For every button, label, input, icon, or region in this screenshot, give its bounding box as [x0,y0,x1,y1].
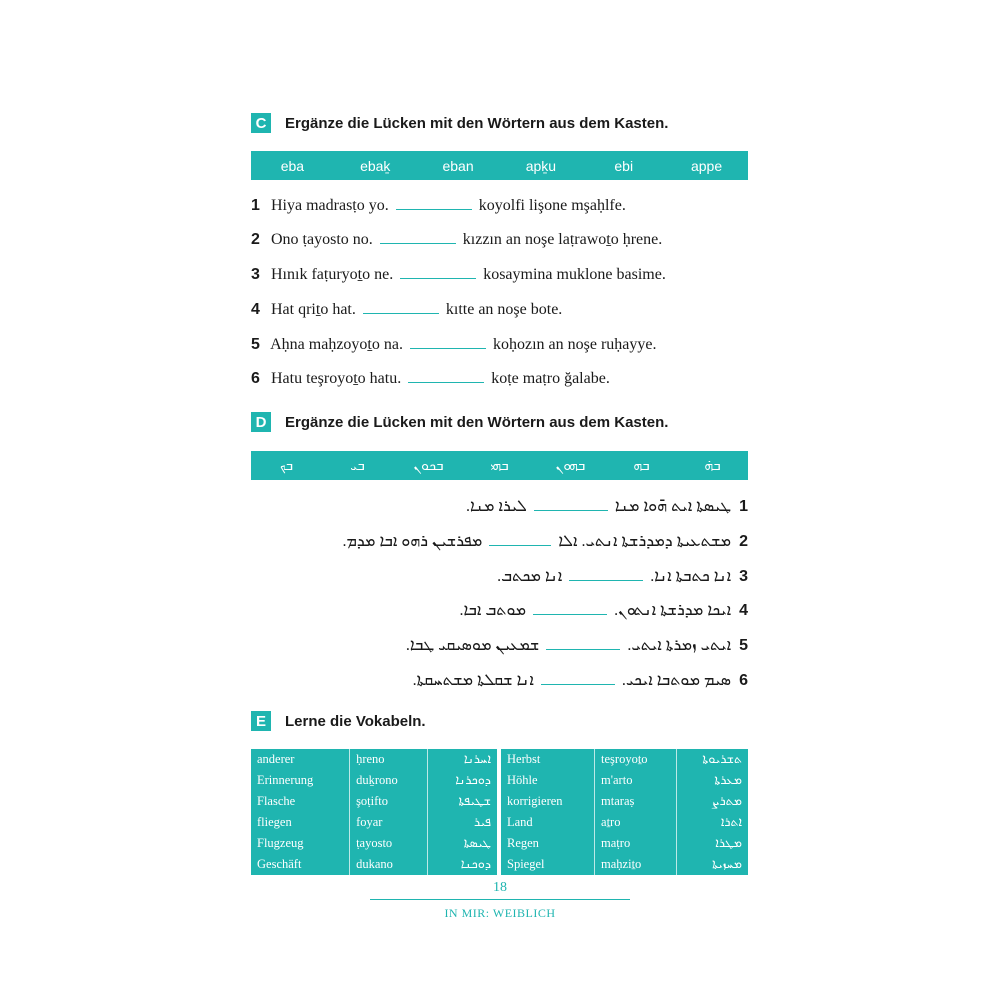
vocab-row [501,791,748,812]
vocab-transliteration: ṭayosto [350,833,428,854]
fill-blank[interactable] [410,347,486,349]
line-number: 5 [251,336,260,353]
fill-blank[interactable] [400,277,476,279]
exercise-d-line-5 [406,637,748,663]
vocab-german: Flugzeug [251,833,350,854]
vocab-transliteration: dukano [350,854,428,875]
sentence-end: ܡܦܪܫܝܢ ܪܗܘ ܐܒܐ ܡܕܡ. [342,533,483,550]
vocab-transliteration: şoṭifto [350,791,428,812]
sentence-start: ܐܝܟܐ ܡܕܪܫܬܐ ܐܢܬܘܢ. [614,602,732,619]
word-box-item: eban [442,157,474,174]
exercise-c-line-3 [251,266,771,290]
section-c-header [251,112,668,134]
exercise-c-line-2 [251,231,771,255]
sentence-start: Hat qriṯo hat. [271,301,356,318]
vocab-row [251,854,497,875]
word-box-item: ܒܗܘܢ [555,457,586,473]
section-e-instruction: Lerne die Vokabeln. [285,712,426,730]
vocab-transliteration: teşroyoṯo [595,749,677,770]
exercise-c-line-5 [251,336,771,360]
vocab-transliteration: maḥziṯo [595,854,677,875]
sentence-end: koḥozın an noşe ruḥayye. [492,336,657,353]
sentence-start: ܣܝܡ ܡܘܬܒܐ ܐܝܟܝ. [621,672,732,689]
vocab-syriac: ܦܝܪ [474,815,491,830]
word-box-item: ebaḵ [360,157,391,174]
exercise-c-line-1 [251,197,771,221]
footer-title: IN MIR: WEIBLICH [444,906,556,920]
vocab-syriac: ܕܘܟܢܐ [460,857,491,872]
fill-blank[interactable] [363,312,439,314]
word-box-item: ܒܗ [633,457,650,473]
section-d-wordbox [251,451,748,480]
vocab-german: Regen [501,833,595,854]
vocab-german: fliegen [251,812,350,833]
fill-blank[interactable] [546,648,620,650]
exercise-d-line-1 [466,498,748,524]
word-box-item: ܒܟܘܢ [413,457,444,473]
vocab-transliteration: foyar [350,812,428,833]
vocab-row [501,749,748,770]
exercise-d-line-6 [413,672,748,698]
exercise-d-line-3 [497,568,748,594]
fill-blank[interactable] [569,579,643,581]
line-number: 4 [739,602,748,619]
line-number: 2 [251,231,260,248]
footer-divider [370,899,630,900]
fill-blank[interactable] [396,208,472,210]
sentence-start: Hiya madrasṭo yo. [271,197,389,214]
vocab-row [251,812,497,833]
vocab-syriac: ܡܛܪܐ [715,836,742,851]
vocab-syriac: ܡܥܪܬܐ [714,773,742,788]
sentence-end: ܐܢܐ ܡܟܬܒ. [497,568,563,585]
exercise-c-line-4 [251,301,771,325]
vocab-row [501,812,748,833]
section-d-instruction: Ergänze die Lücken mit den Wörtern aus dem Kasten. [285,413,669,431]
section-d-letter: D [251,412,271,432]
vocab-german: Flasche [251,791,350,812]
sentence-end: ܠܝܪܐ ܡܢܐ. [465,498,527,515]
sentence-end: kıtte an noşe bote. [445,301,563,318]
sentence-start: ܡܫܬܥܝܬܐ ܕܡܕܪܫܬܐ ܐܢܬܝ. ܐܠܐ [558,533,732,550]
sentence-end: ܐܢܐ ܫܩܠܬܐ ܡܫܬܚܩܬܐ. [412,672,534,689]
word-box-item: ܒܗܝ [490,457,509,473]
exercise-d-line-2 [343,533,749,559]
sentence-start: ܐܝܬܝ ܙܡܪܬܐ ܐܝܬܝ. [627,637,732,654]
fill-blank[interactable] [534,509,608,511]
vocab-german: Geschäft [251,854,350,875]
vocab-row [251,749,497,770]
sentence-start: ܛܝܣܬܐ ܐܝܬ ܗ̄ܘܐ ܡܢܐ [614,498,732,515]
vocab-transliteration: m'arto [595,770,677,791]
vocab-transliteration: aṯro [595,812,677,833]
sentence-start: Hatu teşroyoṯo hatu. [271,370,402,387]
exercise-d-line-4 [459,602,748,628]
vocab-german: Erinnerung [251,770,350,791]
fill-blank[interactable] [489,544,551,546]
word-box-item: ebi [614,157,634,174]
sentence-start: ܐܢܐ ܟܬܒܬܐ ܐܢܐ. [650,568,732,585]
line-number: 1 [739,498,748,515]
vocab-german: Spiegel [501,854,595,875]
vocab-syriac: ܡܬܪܨ [711,794,742,809]
page-number: 18 [493,880,507,895]
word-box-item: ܒܝ [350,457,365,473]
sentence-end: kızzın an noşe laṭrawoṯo ḥrene. [462,231,663,248]
sentence-end: ܫܡܥܝܢ ܡܘܣܝܩܝ ܛܒܐ. [405,637,540,654]
vocab-syriac: ܛܝܣܬܐ [463,836,491,851]
vocab-transliteration: ḥreno [350,749,428,770]
vocab-table-left [251,749,497,875]
line-number: 1 [251,197,260,214]
vocab-german: anderer [251,749,350,770]
vocab-transliteration: duḵrono [350,770,428,791]
vocab-german: Land [501,812,595,833]
vocab-german: korrigieren [501,791,595,812]
section-c-instruction: Ergänze die Lücken mit den Wörtern aus dem Kasten. [285,114,669,132]
section-c-letter: C [251,113,271,133]
sentence-end: koṭe maṭro ğalabe. [491,370,610,387]
word-box-item: appe [690,157,723,174]
word-box-item: apḵu [525,157,557,174]
vocab-transliteration: mtaraṣ [595,791,677,812]
vocab-row [501,770,748,791]
section-e-header [251,710,426,732]
line-number: 6 [251,370,260,387]
vocab-syriac: ܐܚܪܢܐ [463,752,491,767]
sentence-end: kosaymina muklone basime. [483,266,666,283]
vocab-syriac: ܐܬܪܐ [720,815,742,830]
fill-blank[interactable] [408,381,484,383]
word-box-item: ܒܗ̇ [704,457,721,473]
vocab-transliteration: maṭro [595,833,677,854]
vocab-syriac: ܕܘܟܪܢܐ [455,773,491,788]
fill-blank[interactable] [380,242,456,244]
word-box-item: eba [280,157,305,174]
fill-blank[interactable] [541,683,615,685]
line-number: 4 [251,301,260,318]
vocab-table-right [501,749,748,875]
vocab-german: Höhle [501,770,595,791]
sentence-start: Ono ṭayosto no. [271,231,373,248]
exercise-c-line-6 [251,370,771,394]
sentence-end: ܡܘܬܒ ܐܒܐ. [459,602,527,619]
line-number: 3 [251,266,260,283]
sentence-start: Hınık faṭuryoṯo ne. [271,266,394,283]
vocab-syriac: ܫܛܝܦܬܐ [458,794,491,809]
vocab-german: Herbst [501,749,595,770]
word-box-item: ܒܟ [279,457,294,473]
line-number: 6 [739,672,748,689]
vocab-row [501,833,748,854]
vocab-row [251,791,497,812]
vocab-row [251,770,497,791]
section-d-header [251,411,668,433]
sentence-end: koyolfi lişone mşaḥlfe. [478,197,626,214]
line-number: 2 [739,533,748,550]
vocab-syriac: ܬܫܪܝܘܬܐ [702,752,742,767]
fill-blank[interactable] [533,613,607,615]
vocab-row [501,854,748,875]
vocab-row [251,833,497,854]
vocab-syriac: ܡܚܙܝܬܐ [712,857,742,872]
line-number: 3 [739,568,748,585]
section-c-wordbox [251,151,748,180]
sentence-start: Aḥna maḥzoyoṯo na. [270,336,403,353]
section-e-letter: E [251,711,271,731]
line-number: 5 [739,637,748,654]
